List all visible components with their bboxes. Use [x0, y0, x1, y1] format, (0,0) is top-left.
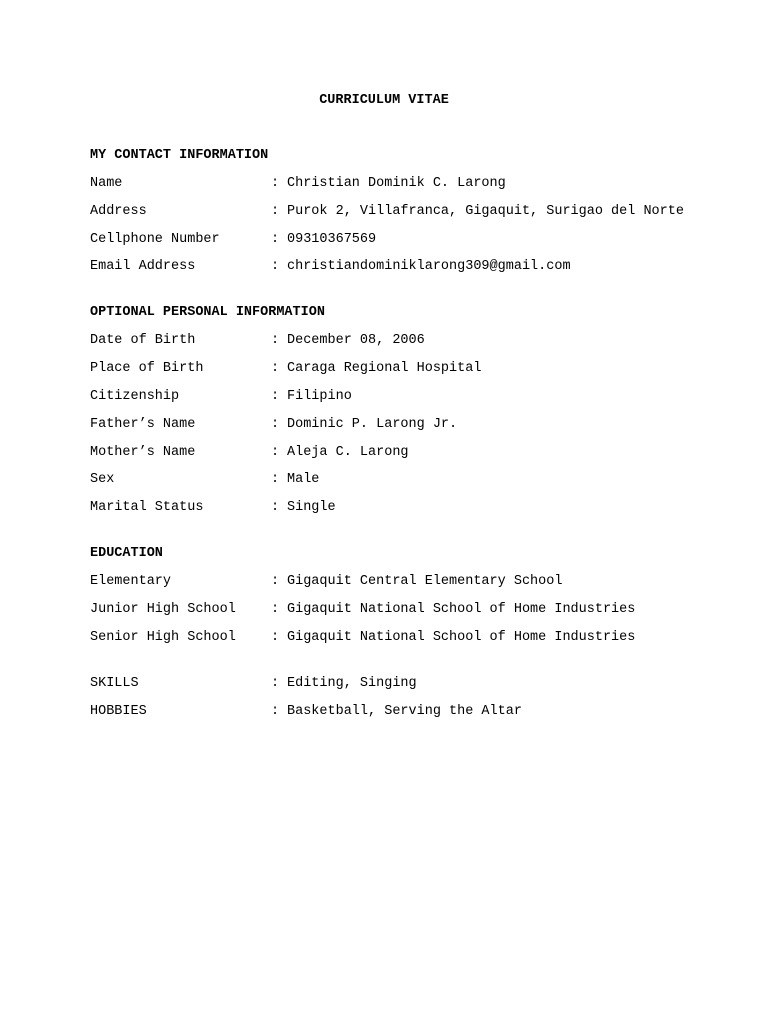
personal-heading: OPTIONAL PERSONAL INFORMATION	[90, 305, 325, 321]
field-value: Christian Dominik C. Larong	[287, 176, 506, 191]
field-value: Basketball, Serving the Altar	[287, 703, 522, 719]
field-value: christiandominiklarong309@gmail.com	[287, 259, 571, 275]
personal-row-sex	[90, 471, 740, 489]
field-separator: :	[271, 601, 280, 617]
contact-row-address	[90, 203, 740, 221]
contact-row-name	[90, 175, 740, 193]
personal-row-marital-status	[90, 499, 740, 517]
field-label: HOBBIES	[90, 703, 147, 719]
field-separator: :	[271, 703, 280, 719]
field-label: Mother’s Name	[90, 444, 196, 460]
field-value: Purok 2, Villafranca, Gigaquit, Surigao del Norte	[287, 203, 684, 219]
field-label: Place of Birth	[90, 361, 204, 377]
field-separator: :	[271, 361, 280, 377]
education-section	[90, 545, 740, 647]
education-row-junior-high	[90, 601, 740, 619]
field-label: Cellphone Number	[90, 231, 220, 247]
field-separator: :	[271, 231, 280, 247]
extras-row-skills	[90, 675, 740, 693]
education-row-elementary	[90, 573, 740, 591]
field-value: December 08, 2006	[287, 333, 425, 349]
field-separator: :	[271, 472, 280, 488]
field-label: Junior High School	[90, 601, 236, 617]
field-label: Senior High School	[90, 629, 236, 645]
field-label: Date of Birth	[90, 333, 196, 349]
field-separator: :	[271, 333, 280, 349]
field-label: SKILLS	[90, 675, 139, 691]
field-separator: :	[271, 388, 280, 404]
field-value: Caraga Regional Hospital	[287, 361, 482, 377]
field-separator: :	[271, 176, 280, 191]
field-separator: :	[271, 574, 280, 590]
field-separator: :	[271, 500, 280, 516]
field-separator: :	[271, 416, 280, 432]
field-label: Sex	[90, 472, 115, 488]
contact-row-email	[90, 258, 740, 276]
field-label: Address	[90, 203, 147, 219]
personal-row-citizenship	[90, 388, 740, 406]
field-value: Editing, Singing	[287, 675, 417, 691]
field-value: 09310367569	[287, 231, 377, 247]
field-label: Citizenship	[90, 388, 180, 404]
field-value: Single	[287, 500, 336, 516]
field-label: Elementary	[90, 574, 172, 590]
personal-row-date-of-birth	[90, 332, 740, 350]
field-separator: :	[271, 259, 280, 275]
field-value: Filipino	[287, 388, 352, 404]
field-label: Email Address	[90, 259, 196, 275]
contact-row-cellphone	[90, 231, 740, 249]
education-heading: EDUCATION	[90, 546, 163, 562]
field-label: Father’s Name	[90, 416, 196, 432]
field-separator: :	[271, 444, 280, 460]
education-row-senior-high	[90, 629, 740, 647]
field-label: Name	[90, 176, 123, 191]
field-value: Male	[287, 472, 320, 488]
field-separator: :	[271, 203, 280, 219]
field-value: Gigaquit National School of Home Industries	[287, 601, 636, 617]
personal-row-place-of-birth	[90, 360, 740, 378]
contact-section	[90, 147, 740, 276]
personal-row-fathers-name	[90, 416, 740, 434]
document-title: CURRICULUM VITAE	[319, 93, 449, 108]
field-value: Aleja C. Larong	[287, 444, 409, 460]
field-value: Dominic P. Larong Jr.	[287, 416, 458, 432]
document-body	[90, 147, 740, 749]
personal-section	[90, 304, 740, 517]
field-separator: :	[271, 629, 280, 645]
field-label: Marital Status	[90, 500, 204, 516]
field-value: Gigaquit Central Elementary School	[287, 574, 563, 590]
personal-row-mothers-name	[90, 444, 740, 462]
extras-section	[90, 675, 740, 721]
field-separator: :	[271, 675, 280, 691]
contact-heading: MY CONTACT INFORMATION	[90, 148, 269, 163]
extras-row-hobbies	[90, 703, 740, 721]
field-value: Gigaquit National School of Home Industries	[287, 629, 636, 645]
